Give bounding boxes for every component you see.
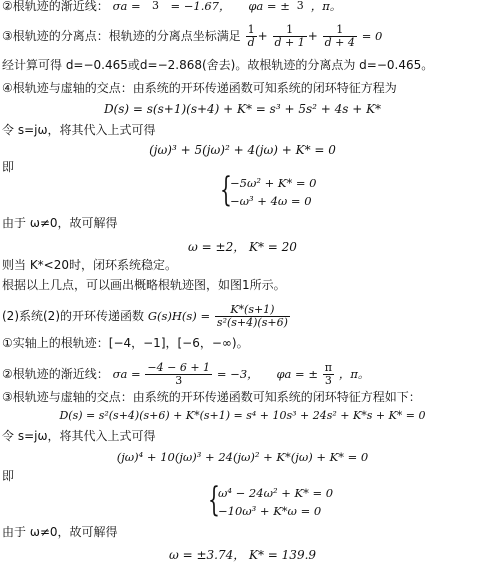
frac-num: K*(s+1) [215,304,290,317]
system-row-1: ω⁴ − 24ω² + K* = 0 [218,486,334,500]
system-row-2: −10ω³ + K*ω = 0 [218,504,322,518]
equation-system-2 [208,480,408,521]
phi-a: φa = ± [276,367,318,381]
breakaway-result: 经计算可得 d=−0.465或d=−2.868(舍去)。故根轨迹的分离点为 d=−0.465。 [2,58,434,72]
system-row-1: −5ω² + K* = 0 [230,176,317,190]
ji-text: 即 [2,160,15,174]
sketch-text: 根据以上几点，可以画出概略根轨迹图，如图1所示。 [2,278,286,292]
sigma-value: = −1.67， [170,0,231,13]
since-omega-text-2: 由于 ω≠0，故可解得 [2,525,118,539]
equation-system-1 [220,170,420,211]
frac-den: 3 [152,0,160,12]
stability-text: 则当 K*<20时，闭环系统稳定。 [2,258,178,272]
frac-den: d + 4 [324,36,355,49]
asymptote-line-1 [2,0,341,13]
frac-num: π [324,361,333,374]
frac-num: −4 − 6 + 1 [147,361,211,374]
system-row-2: −ω³ + 4ω = 0 [230,194,312,208]
imag-axis-heading-2: ③根轨迹与虚轴的交点：由系统的开环传递函数可知系统的闭环特征方程如下： [2,390,421,404]
breakaway-label: ③根轨迹的分离点：根轨迹的分离点坐标满足 [2,29,241,43]
frac-1-d [246,24,257,49]
imag-axis-heading: ④根轨迹与虚轴的交点：由系统的开环传递函数可知系统的闭环特征方程为 [2,81,397,95]
frac-den: d + 1 [274,36,305,49]
frac-1-d1 [273,24,307,49]
substitute-text-2: 令 s=jω，将其代入上式可得 [2,429,156,443]
substituted-equation-2: (jω)⁴ + 10(jω)³ + 24(jω)² + K*(jω) + K* = 0 [116,450,369,464]
asymptote-fraction [145,0,165,12]
frac-num: 1 [273,24,307,37]
phi-fraction [323,362,334,387]
frac-den: d [247,36,255,49]
phi-end: ，π。 [310,0,342,13]
sigma-value: = −3， [216,367,259,381]
gh-symbol: G(s)H(s) = [147,309,211,323]
tf-label: (2)系统(2)的开环传递函数 [2,309,144,323]
breakaway-line: ③根轨迹的分离点：根轨迹的分离点坐标满足 $\frac{1}{d}$ + $\frac{1}{d + 1}$ + $\frac{1}{d + 4}$ = 0 [2,23,383,49]
char-equation: D(s) = s(s+1)(s+4) + K* = s³ + 5s² + 4s + K* [103,102,382,116]
phi-fraction [295,0,306,12]
asymptote-fraction [145,362,212,387]
substituted-equation: (jω)³ + 5(jω)² + 4(jω) + K* = 0 [149,143,336,157]
asymptote-label: ②根轨迹的渐近线： [2,0,109,13]
sigma-a: σa = [112,0,141,13]
frac-den: s²(s+4)(s+6) [216,316,288,329]
solution-2: ω = ±3.74， K* = 139.9 [168,548,317,562]
eq-zero: = 0 [361,29,383,43]
phi-a: φa = ± [248,0,290,13]
asymptote-line-2 [2,362,369,387]
frac-num: 1 [323,24,357,37]
since-omega-text: 由于 ω≠0，故可解得 [2,216,118,230]
transfer-function-line [2,304,291,329]
real-axis-locus: ①实轴上的根轨迹：[−4，−1]，[−6，−∞)。 [2,336,249,350]
brace-icon: { [208,480,220,520]
brace-icon: { [220,170,232,210]
ji-text-2: 即 [2,469,15,483]
phi-end: ，π。 [338,367,370,381]
sigma-a: σa = [112,367,141,381]
frac-den: 3 [324,374,332,387]
char-equation-2: D(s) = s²(s+4)(s+6) + K*(s+1) = s⁴ + 10s³ + 24s² + K*s + K* = 0 [59,409,426,422]
frac-1-d4 [323,24,357,49]
substitute-text: 令 s=jω，将其代入上式可得 [2,123,156,137]
frac-den: 3 [296,0,304,12]
tf-fraction [215,304,290,329]
frac-den: 3 [175,374,183,387]
asymptote-label: ②根轨迹的渐近线： [2,367,109,381]
frac-num: 1 [246,24,257,37]
solution-1: ω = ±2， K* = 20 [188,240,297,254]
